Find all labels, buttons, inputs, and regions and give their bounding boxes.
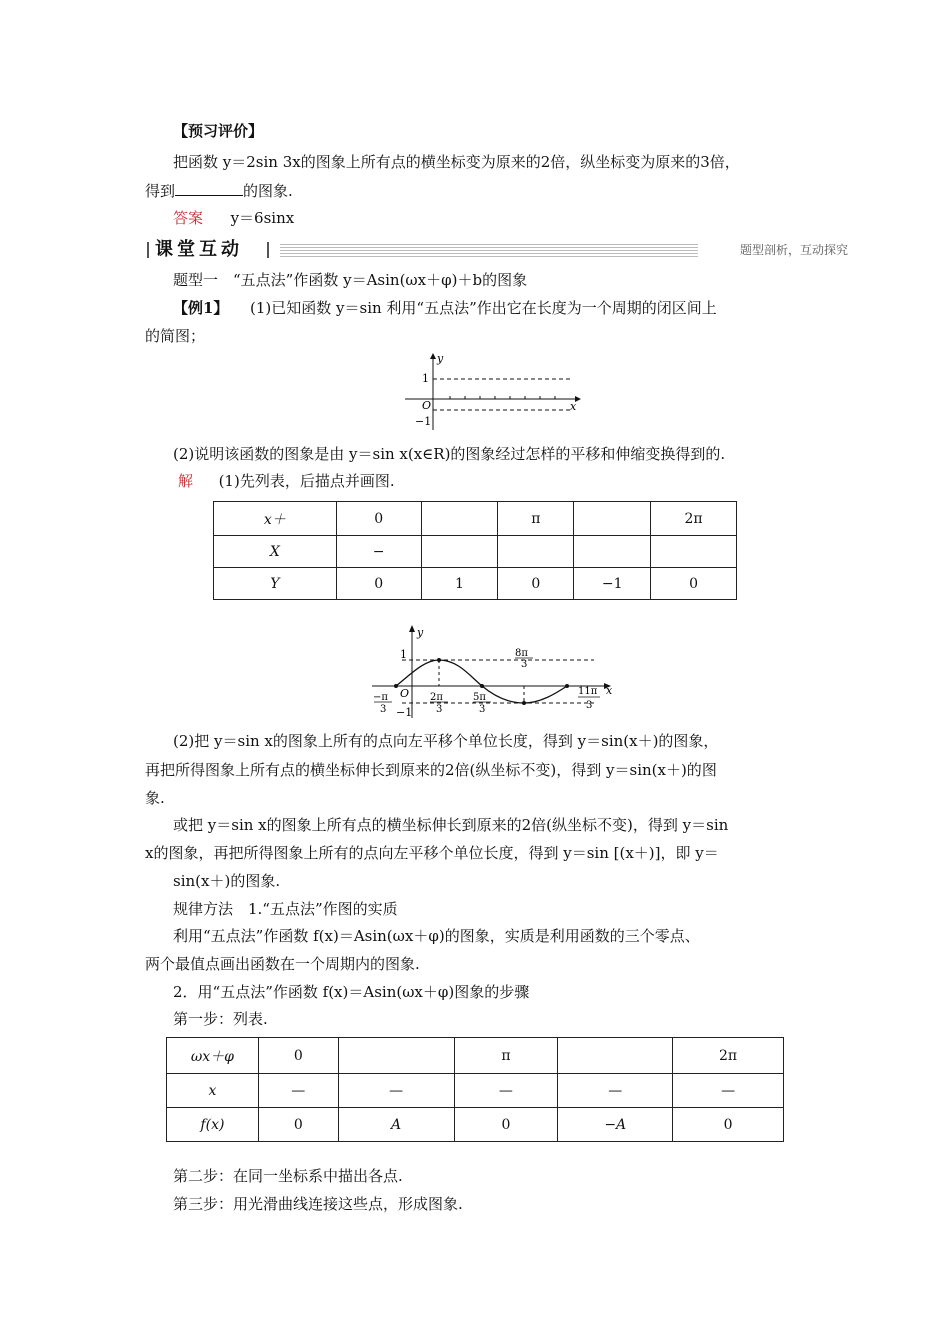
table-row [214,536,737,568]
empty-axes-neg-one-label: −1 [415,415,432,428]
tick-denominator: 3 [521,659,528,670]
example1-line1 [173,298,717,318]
table-cell: −A [558,1108,673,1142]
table-cell: ωx＋φ [167,1038,259,1074]
banner-bar-left [147,242,149,258]
part2-line1: (2)把 y＝sin x的图象上所有的点向左平移个单位长度，得到 y＝sin(x＋)的图象， [173,732,719,750]
table-row [167,1108,784,1142]
part2-line5: x的图象，再把所得图象上所有的点向左平移个单位长度，得到 y＝sin [(x＋)]，即 y＝ [145,844,719,862]
table-cell [421,502,498,536]
empty-axes-origin-label: O [422,399,432,412]
answer-blank [175,181,243,196]
empty-axes-figure [400,352,585,432]
empty-axes-one-label: 1 [422,372,429,385]
tick-numerator: 11π [578,686,598,697]
preview-question-line2 [145,181,293,201]
table-row [214,568,737,600]
table-cell: — [558,1074,673,1108]
type1-title: 题型一 “五点法”作函数 y＝Asin(ωx＋φ)＋b的图象 [173,271,528,289]
graph-one-label: 1 [400,648,407,661]
table-cell: X [214,536,337,568]
part2-line6: sin(x＋)的图象. [173,872,281,890]
value-table-1 [213,501,737,600]
table-cell: — [673,1074,784,1108]
table-cell [574,502,651,536]
part2-line3: 象. [145,789,165,807]
preview-question-text-b: 的图象. [243,182,293,200]
example1-part2: (2)说明该函数的图象是由 y＝sin x(x∈R)的图象经过怎样的平移和伸缩变换得到的. [173,445,726,463]
table-cell: x＋ [214,502,337,536]
curve-point [480,684,484,688]
section-banner [145,238,848,262]
table-cell: 0 [258,1038,338,1074]
table-cell [498,536,574,568]
tick-numerator: 5π [473,692,486,703]
banner-title: 课堂互动 [155,239,243,260]
graph-y-label: y [417,626,424,639]
table-cell: x [167,1074,259,1108]
table-cell: 1 [421,568,498,600]
method-line3: 2．用“五点法”作函数 f(x)＝Asin(ωx＋φ)图象的步骤 [173,983,530,1001]
table-cell: — [338,1074,454,1108]
table-cell: 2π [673,1038,784,1074]
tick-numerator: 2π [430,692,443,703]
preview-heading: 【预习评价】 [173,122,264,140]
table-cell [338,1038,454,1074]
table-cell: — [454,1074,558,1108]
tick-numerator: 8π [515,648,528,659]
table-row [167,1038,784,1074]
method-line2: 两个最值点画出函数在一个周期内的图象. [145,955,420,973]
method-line1: 利用“五点法”作函数 f(x)＝Asin(ωx＋φ)的图象，实质是利用函数的三个零点、 [173,927,700,945]
table-cell: 0 [673,1108,784,1142]
table-cell: A [338,1108,454,1142]
tick-denominator: 3 [479,704,486,715]
solution-label: 解 [178,472,194,490]
table-cell: −1 [574,568,651,600]
curve-point [522,701,526,705]
part2-line4: 或把 y＝sin x的图象上所有点的横坐标伸长到原来的2倍(纵坐标不变)，得到 y＝sin [173,816,729,834]
part2-line2: 再把所得图象上所有点的横坐标伸长到原来的2倍(纵坐标不变)，得到 y＝sin(x＋)的图 [145,761,717,779]
banner-tag: 题型剖析，互动探究 [739,243,848,257]
example1-line2: 的简图； [145,327,206,345]
y-axis-arrow [430,353,436,359]
curve-point [394,684,398,688]
preview-answer [173,208,294,228]
table-cell: Y [214,568,337,600]
table-cell: π [498,502,574,536]
tick-label-neg-pi-over-3 [373,692,392,715]
graph-x-label: x [606,684,613,697]
empty-axes-y-label: y [437,352,444,365]
table-cell: 0 [336,568,421,600]
curve-point [565,684,569,688]
tick-numerator: −π [373,692,388,703]
table-cell: 0 [651,568,737,600]
solution-text: (1)先列表，后描点并画图. [218,472,395,490]
table-cell: 0 [258,1108,338,1142]
table-cell: 0 [498,568,574,600]
tick-label-11pi-over-3 [578,686,600,711]
value-table-2 [166,1037,784,1142]
curve-point [437,658,441,662]
banner-bar-right [267,242,269,258]
example1-part1-text: (1)已知函数 y＝sin 利用“五点法”作出它在长度为一个周期的闭区间上 [250,299,717,317]
table-cell: — [258,1074,338,1108]
graph-origin-label: O [400,687,410,700]
empty-axes-x-label: x [570,400,577,413]
table-cell: 2π [651,502,737,536]
method-step1: 第一步：列表. [173,1010,268,1028]
table-cell: − [336,536,421,568]
answer-value: y＝6sinx [230,209,295,227]
table-cell: f(x) [167,1108,259,1142]
preview-question-text-a: 得到 [145,182,176,200]
table-cell: 0 [454,1108,558,1142]
table-cell: 0 [336,502,421,536]
tick-denominator: 3 [586,700,593,711]
graph-y-axis-arrow [409,625,415,632]
tick-label-8pi-over-3 [515,648,533,670]
method-heading: 规律方法 1.“五点法”作图的实质 [173,900,398,918]
table-row [214,502,737,536]
banner-stripe [280,243,698,257]
table-row [167,1074,784,1108]
sine-graph-figure [362,620,617,720]
example1-label: 【例1】 [173,299,229,317]
step2: 第二步：在同一坐标系中描出各点. [173,1167,403,1185]
table-cell: π [454,1038,558,1074]
tick-denominator: 3 [380,704,387,715]
table-cell [558,1038,673,1074]
graph-neg-one-label: −1 [396,706,413,719]
table-cell [574,536,651,568]
preview-question-line1: 把函数 y＝2sin 3x的图象上所有点的横坐标变为原来的2倍，纵坐标变为原来的3倍， [173,153,740,171]
solution-line [178,471,395,491]
answer-label: 答案 [173,209,204,227]
table-cell [651,536,737,568]
step3: 第三步：用光滑曲线连接这些点，形成图象. [173,1195,463,1213]
tick-denominator: 3 [436,704,443,715]
table-cell [421,536,498,568]
